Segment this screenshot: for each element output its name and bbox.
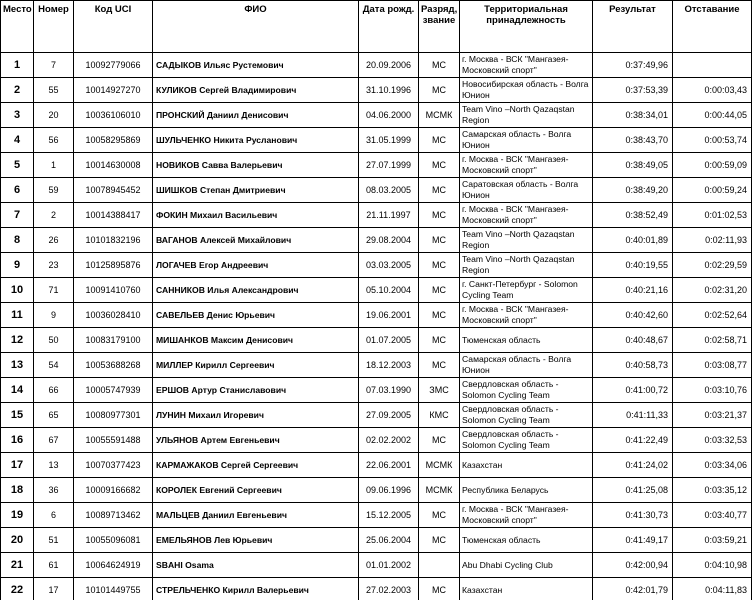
cell-rank: МС [419, 203, 460, 228]
cell-place: 3 [1, 103, 34, 128]
cell-uci: 10125895876 [74, 253, 153, 278]
cell-number: 7 [34, 53, 74, 78]
cell-place: 12 [1, 328, 34, 353]
header-place: Место [1, 1, 34, 53]
cell-name: САДЫКОВ Ильяс Рустемович [153, 53, 359, 78]
cell-gap: 0:03:35,12 [673, 478, 752, 503]
cell-place: 14 [1, 378, 34, 403]
cell-rank: МСМК [419, 103, 460, 128]
table-row [1, 528, 752, 553]
cell-dob: 05.10.2004 [359, 278, 419, 303]
cell-name: ШИШКОВ Степан Дмитриевич [153, 178, 359, 203]
cell-rank: МС [419, 128, 460, 153]
cell-number: 2 [34, 203, 74, 228]
cell-gap: 0:00:53,74 [673, 128, 752, 153]
cell-dob: 04.06.2000 [359, 103, 419, 128]
table-row [1, 478, 752, 503]
cell-name: ЕМЕЛЬЯНОВ Лев Юрьевич [153, 528, 359, 553]
header-uci: Код UCI [74, 1, 153, 53]
table-row [1, 453, 752, 478]
cell-region: Тюменская область [460, 528, 593, 553]
cell-gap: 0:00:59,09 [673, 153, 752, 178]
cell-rank: МС [419, 578, 460, 600]
cell-region: Abu Dhabi Cycling Club [460, 553, 593, 578]
table-row [1, 103, 752, 128]
cell-region: Саратовская область - Волга Юнион [460, 178, 593, 203]
cell-rank [419, 553, 460, 578]
cell-place: 16 [1, 428, 34, 453]
cell-gap: 0:00:03,43 [673, 78, 752, 103]
cell-number: 59 [34, 178, 74, 203]
cell-gap: 0:00:59,24 [673, 178, 752, 203]
cell-name: МИШАНКОВ Максим Денисович [153, 328, 359, 353]
cell-name: ШУЛЬЧЕНКО Никита Русланович [153, 128, 359, 153]
header-name: ФИО [153, 1, 359, 53]
cell-gap: 0:03:59,21 [673, 528, 752, 553]
cell-result: 0:38:34,01 [593, 103, 673, 128]
table-row [1, 303, 752, 328]
cell-place: 22 [1, 578, 34, 600]
cell-result: 0:40:19,55 [593, 253, 673, 278]
cell-place: 13 [1, 353, 34, 378]
cell-place: 8 [1, 228, 34, 253]
cell-region: г. Москва - ВСК "Мангазея-Московский спорт" [460, 153, 593, 178]
cell-rank: МСМК [419, 453, 460, 478]
cell-name: ЛУНИН Михаил Игоревич [153, 403, 359, 428]
cell-region: г. Санкт-Петербург - Solomon Cycling Team [460, 278, 593, 303]
table-row [1, 78, 752, 103]
cell-dob: 07.03.1990 [359, 378, 419, 403]
header-region: Территориальная принадлежность [460, 1, 593, 53]
header-row [1, 1, 752, 53]
cell-uci: 10058295869 [74, 128, 153, 153]
cell-result: 0:37:53,39 [593, 78, 673, 103]
cell-result: 0:41:00,72 [593, 378, 673, 403]
cell-rank: МС [419, 178, 460, 203]
cell-rank: МС [419, 78, 460, 103]
cell-dob: 15.12.2005 [359, 503, 419, 528]
header-dob: Дата рожд. [359, 1, 419, 53]
cell-number: 50 [34, 328, 74, 353]
cell-gap: 0:04:10,98 [673, 553, 752, 578]
header-rank: Разряд, звание [419, 1, 460, 53]
cell-place: 20 [1, 528, 34, 553]
table-row [1, 403, 752, 428]
cell-result: 0:41:49,17 [593, 528, 673, 553]
cell-dob: 22.06.2001 [359, 453, 419, 478]
cell-result: 0:37:49,96 [593, 53, 673, 78]
table-body [1, 53, 752, 600]
cell-uci: 10080977301 [74, 403, 153, 428]
cell-result: 0:41:11,33 [593, 403, 673, 428]
cell-number: 26 [34, 228, 74, 253]
cell-dob: 02.02.2002 [359, 428, 419, 453]
table-row [1, 178, 752, 203]
table-row [1, 253, 752, 278]
cell-gap [673, 53, 752, 78]
cell-place: 10 [1, 278, 34, 303]
cell-name: ЕРШОВ Артур Станиславович [153, 378, 359, 403]
cell-uci: 10101449755 [74, 578, 153, 600]
cell-dob: 27.09.2005 [359, 403, 419, 428]
cell-gap: 0:04:11,83 [673, 578, 752, 600]
table-row [1, 53, 752, 78]
cell-rank: МС [419, 253, 460, 278]
table-row [1, 228, 752, 253]
table-header [1, 1, 752, 53]
cell-rank: МС [419, 503, 460, 528]
cell-number: 13 [34, 453, 74, 478]
cell-place: 7 [1, 203, 34, 228]
table-row [1, 278, 752, 303]
cell-dob: 29.08.2004 [359, 228, 419, 253]
cell-number: 20 [34, 103, 74, 128]
table-row [1, 128, 752, 153]
cell-number: 51 [34, 528, 74, 553]
cell-rank: МС [419, 528, 460, 553]
cell-gap: 0:00:44,05 [673, 103, 752, 128]
cell-number: 61 [34, 553, 74, 578]
cell-result: 0:41:24,02 [593, 453, 673, 478]
cell-region: Team Vino –North Qazaqstan Region [460, 103, 593, 128]
cell-number: 9 [34, 303, 74, 328]
cell-region: Самарская область - Волга Юнион [460, 353, 593, 378]
cell-region: Team Vino –North Qazaqstan Region [460, 253, 593, 278]
cell-name: НОВИКОВ Савва Валерьевич [153, 153, 359, 178]
cell-dob: 09.06.1996 [359, 478, 419, 503]
header-result: Результат [593, 1, 673, 53]
cell-region: Team Vino –North Qazaqstan Region [460, 228, 593, 253]
cell-dob: 03.03.2005 [359, 253, 419, 278]
cell-uci: 10089713462 [74, 503, 153, 528]
cell-gap: 0:03:10,76 [673, 378, 752, 403]
cell-dob: 27.02.2003 [359, 578, 419, 600]
cell-region: Казахстан [460, 578, 593, 600]
cell-name: ВАГАНОВ Алексей Михайлович [153, 228, 359, 253]
cell-dob: 31.05.1999 [359, 128, 419, 153]
cell-uci: 10014630008 [74, 153, 153, 178]
cell-uci: 10064624919 [74, 553, 153, 578]
cell-place: 17 [1, 453, 34, 478]
cell-result: 0:40:21,16 [593, 278, 673, 303]
cell-number: 36 [34, 478, 74, 503]
cell-region: Казахстан [460, 453, 593, 478]
cell-uci: 10092779066 [74, 53, 153, 78]
cell-number: 17 [34, 578, 74, 600]
cell-place: 18 [1, 478, 34, 503]
cell-number: 67 [34, 428, 74, 453]
cell-gap: 0:02:58,71 [673, 328, 752, 353]
cell-number: 6 [34, 503, 74, 528]
cell-region: Свердловская область - Solomon Cycling Team [460, 378, 593, 403]
cell-name: ПРОНСКИЙ Даниил Денисович [153, 103, 359, 128]
cell-number: 55 [34, 78, 74, 103]
cell-name: УЛЬЯНОВ Артем Евгеньевич [153, 428, 359, 453]
cell-uci: 10005747939 [74, 378, 153, 403]
cell-name: МАЛЬЦЕВ Даниил Евгеньевич [153, 503, 359, 528]
cell-place: 6 [1, 178, 34, 203]
cell-number: 23 [34, 253, 74, 278]
cell-place: 2 [1, 78, 34, 103]
table-row [1, 153, 752, 178]
cell-region: г. Москва - ВСК "Мангазея-Московский спорт" [460, 203, 593, 228]
header-gap: Отставание [673, 1, 752, 53]
cell-region: г. Москва - ВСК "Мангазея-Московский спорт" [460, 53, 593, 78]
cell-rank: МС [419, 53, 460, 78]
cell-number: 56 [34, 128, 74, 153]
cell-uci: 10055096081 [74, 528, 153, 553]
cell-number: 65 [34, 403, 74, 428]
cell-dob: 27.07.1999 [359, 153, 419, 178]
cell-result: 0:40:42,60 [593, 303, 673, 328]
cell-result: 0:42:01,79 [593, 578, 673, 600]
cell-name: САВЕЛЬЕВ Денис Юрьевич [153, 303, 359, 328]
cell-place: 21 [1, 553, 34, 578]
cell-uci: 10091410760 [74, 278, 153, 303]
cell-result: 0:40:48,67 [593, 328, 673, 353]
cell-gap: 0:02:11,93 [673, 228, 752, 253]
cell-uci: 10101832196 [74, 228, 153, 253]
cell-name: ЛОГАЧЕВ Егор Андреевич [153, 253, 359, 278]
cell-gap: 0:03:08,77 [673, 353, 752, 378]
cell-gap: 0:02:31,20 [673, 278, 752, 303]
cell-name: КОРОЛЕК Евгений Сергеевич [153, 478, 359, 503]
cell-region: Новосибирская область - Волга Юнион [460, 78, 593, 103]
cell-rank: МС [419, 328, 460, 353]
cell-uci: 10070377423 [74, 453, 153, 478]
table-row [1, 353, 752, 378]
cell-name: КУЛИКОВ Сергей Владимирович [153, 78, 359, 103]
cell-rank: МС [419, 428, 460, 453]
cell-region: Республика Беларусь [460, 478, 593, 503]
cell-place: 9 [1, 253, 34, 278]
cell-name: SBAHI Osama [153, 553, 359, 578]
table-row [1, 503, 752, 528]
cell-dob: 08.03.2005 [359, 178, 419, 203]
cell-dob: 01.07.2005 [359, 328, 419, 353]
cell-uci: 10014927270 [74, 78, 153, 103]
cell-rank: ЗМС [419, 378, 460, 403]
cell-region: г. Москва - ВСК "Мангазея-Московский спорт" [460, 503, 593, 528]
cell-place: 5 [1, 153, 34, 178]
cell-gap: 0:01:02,53 [673, 203, 752, 228]
cell-result: 0:38:52,49 [593, 203, 673, 228]
header-number: Номер [34, 1, 74, 53]
cell-result: 0:38:49,05 [593, 153, 673, 178]
table-row [1, 203, 752, 228]
table-row [1, 328, 752, 353]
cell-gap: 0:02:52,64 [673, 303, 752, 328]
table-row [1, 578, 752, 600]
cell-gap: 0:03:40,77 [673, 503, 752, 528]
cell-region: Тюменская область [460, 328, 593, 353]
cell-dob: 25.06.2004 [359, 528, 419, 553]
cell-rank: КМС [419, 403, 460, 428]
cell-name: МИЛЛЕР Кирилл Сергеевич [153, 353, 359, 378]
cell-place: 15 [1, 403, 34, 428]
cell-name: КАРМАЖАКОВ Сергей Сергеевич [153, 453, 359, 478]
table-row [1, 553, 752, 578]
cell-result: 0:41:22,49 [593, 428, 673, 453]
cell-result: 0:40:58,73 [593, 353, 673, 378]
cell-place: 19 [1, 503, 34, 528]
table-row [1, 428, 752, 453]
cell-name: САННИКОВ Илья Александрович [153, 278, 359, 303]
cell-rank: МС [419, 278, 460, 303]
cell-rank: МС [419, 303, 460, 328]
cell-number: 71 [34, 278, 74, 303]
cell-dob: 21.11.1997 [359, 203, 419, 228]
cell-number: 66 [34, 378, 74, 403]
cell-region: Свердловская область - Solomon Cycling Team [460, 403, 593, 428]
cell-rank: МСМК [419, 478, 460, 503]
cell-place: 11 [1, 303, 34, 328]
cell-dob: 31.10.1996 [359, 78, 419, 103]
cell-result: 0:42:00,94 [593, 553, 673, 578]
cell-result: 0:41:30,73 [593, 503, 673, 528]
cell-dob: 18.12.2003 [359, 353, 419, 378]
cell-number: 54 [34, 353, 74, 378]
cell-result: 0:41:25,08 [593, 478, 673, 503]
cell-name: СТРЕЛЬЧЕНКО Кирилл Валерьевич [153, 578, 359, 600]
cell-result: 0:40:01,89 [593, 228, 673, 253]
cell-region: Свердловская область - Solomon Cycling Team [460, 428, 593, 453]
cell-gap: 0:03:34,06 [673, 453, 752, 478]
cell-uci: 10009166682 [74, 478, 153, 503]
cell-result: 0:38:49,20 [593, 178, 673, 203]
cell-dob: 20.09.2006 [359, 53, 419, 78]
cell-name: ФОКИН Михаил Васильевич [153, 203, 359, 228]
cell-region: г. Москва - ВСК "Мангазея-Московский спорт" [460, 303, 593, 328]
cell-gap: 0:02:29,59 [673, 253, 752, 278]
cell-uci: 10083179100 [74, 328, 153, 353]
cell-uci: 10036028410 [74, 303, 153, 328]
cell-gap: 0:03:21,37 [673, 403, 752, 428]
cell-dob: 19.06.2001 [359, 303, 419, 328]
cell-uci: 10055591488 [74, 428, 153, 453]
cell-region: Самарская область - Волга Юнион [460, 128, 593, 153]
cell-uci: 10078945452 [74, 178, 153, 203]
cell-uci: 10053688268 [74, 353, 153, 378]
cell-uci: 10036106010 [74, 103, 153, 128]
cell-rank: МС [419, 228, 460, 253]
cell-dob: 01.01.2002 [359, 553, 419, 578]
cell-rank: МС [419, 353, 460, 378]
cell-place: 4 [1, 128, 34, 153]
cell-rank: МС [419, 153, 460, 178]
cell-result: 0:38:43,70 [593, 128, 673, 153]
cell-place: 1 [1, 53, 34, 78]
cell-number: 1 [34, 153, 74, 178]
cell-gap: 0:03:32,53 [673, 428, 752, 453]
cell-uci: 10014388417 [74, 203, 153, 228]
table-row [1, 378, 752, 403]
